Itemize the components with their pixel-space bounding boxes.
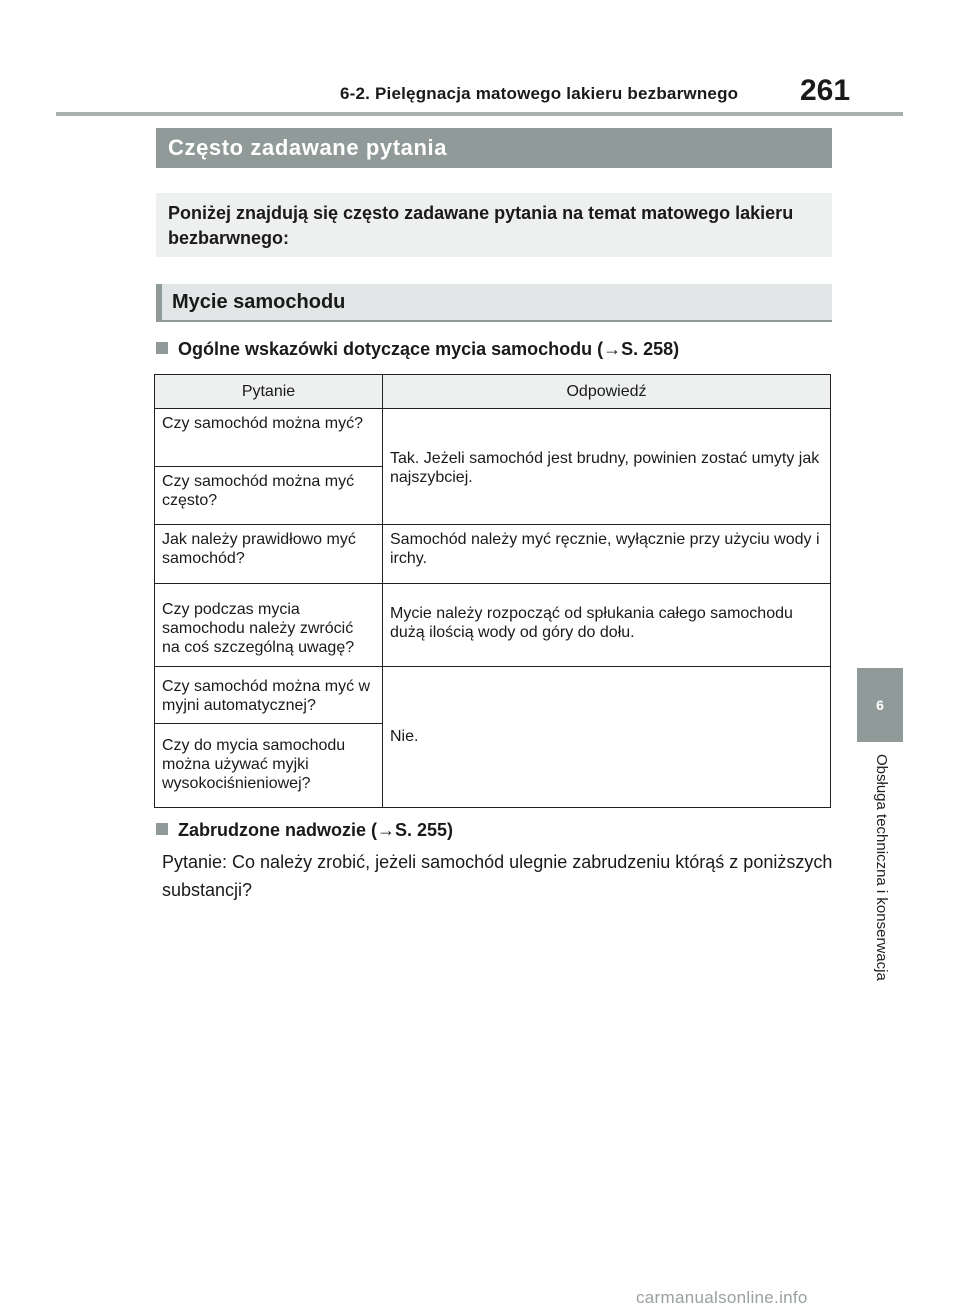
table-row — [155, 584, 831, 666]
chapter-label: Obsługa techniczna i konserwacja — [873, 754, 890, 981]
answer-cell: Tak. Jeżeli samochód jest brudny, powinien zostać umyty jak najszybciej. — [383, 409, 831, 525]
page-number: 261 — [800, 74, 851, 107]
subsection-heading-dirty-body — [156, 818, 453, 842]
table-row — [155, 409, 831, 467]
header-rule — [56, 112, 903, 116]
question-cell: Czy do mycia samochodu można używać myjki wysokociśnieniowej? — [155, 723, 383, 807]
faq-band: Często zadawane pytania — [156, 128, 832, 168]
column-header-answer: Odpowiedź — [383, 375, 831, 409]
question-paragraph: Pytanie: Co należy zrobić, jeżeli samochód ulegnie zabrudzeniu którąś z poniższych substancji? — [162, 852, 833, 900]
answer-cell: Mycie należy rozpocząć od spłukania całego samochodu dużą ilością wody od góry do dołu. — [383, 584, 831, 666]
square-bullet-icon — [156, 823, 168, 835]
header-section-title: 6-2. Pielęgnacja matowego lakieru bezbarwnego — [340, 84, 739, 103]
answer-cell: Nie. — [383, 666, 831, 807]
answer-cell: Samochód należy myć ręcznie, wyłącznie przy użyciu wody i irchy. — [383, 525, 831, 584]
subsection-heading-washing — [156, 337, 679, 361]
question-cell: Jak należy prawidłowo myć samochód? — [155, 525, 383, 584]
faq-table — [154, 374, 831, 808]
table-header-row — [155, 375, 831, 409]
table-row — [155, 525, 831, 584]
question-cell: Czy samochód można myć? — [155, 409, 383, 467]
watermark: carmanualsonline.info — [636, 1288, 808, 1307]
table-row — [155, 666, 831, 723]
intro-box: Poniżej znajdują się często zadawane pytania na temat matowego lakieru bezbarwnego: — [156, 193, 832, 257]
chapter-tab[interactable]: 6 — [857, 668, 903, 742]
question-cell: Czy podczas mycia samochodu należy zwrócić na coś szczególną uwagę? — [155, 584, 383, 666]
question-cell: Czy samochód można myć często? — [155, 467, 383, 525]
section-heading: Mycie samochodu — [156, 284, 832, 322]
square-bullet-icon — [156, 342, 168, 354]
question-cell: Czy samochód można myć w myjni automatycznej? — [155, 666, 383, 723]
subsection-title: Zabrudzone nadwozie (→S. 255) — [178, 820, 454, 840]
column-header-question: Pytanie — [155, 375, 383, 409]
subsection-title: Ogólne wskazówki dotyczące mycia samochodu (→S. 258) — [178, 339, 680, 359]
